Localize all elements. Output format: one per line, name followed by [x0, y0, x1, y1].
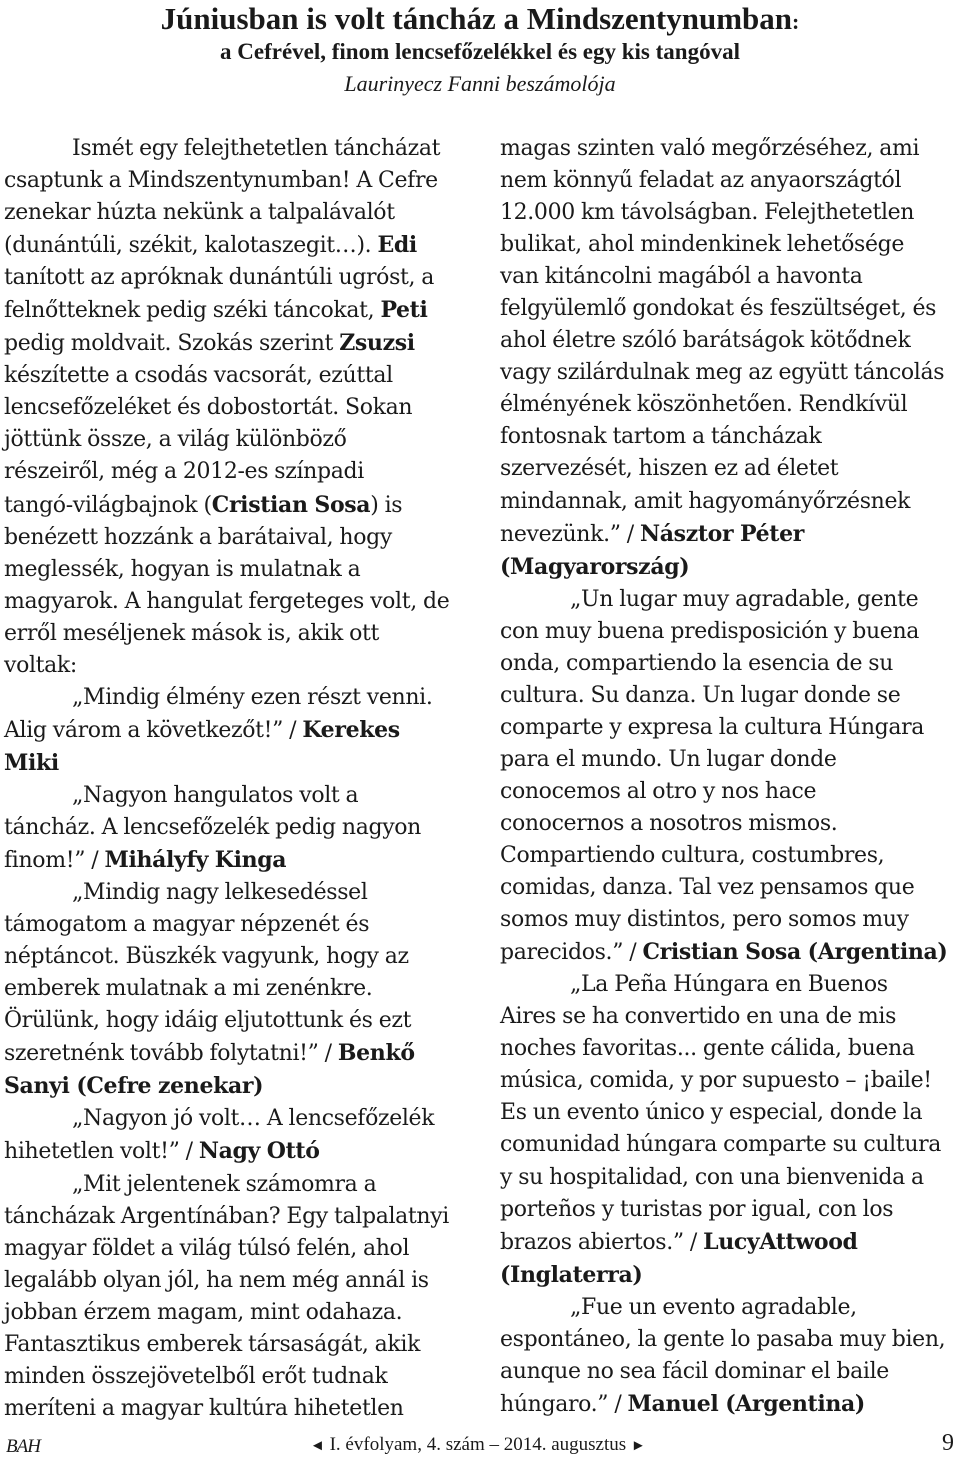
text-span: nevezünk.” /: [500, 521, 640, 547]
publication-logo: BAH: [6, 1436, 40, 1457]
text-line: [500, 551, 960, 584]
quote-line: „La Peña Húngara en Buenos: [570, 972, 888, 998]
title-colon: :: [792, 9, 800, 34]
text-line: conocernos a nosotros mismos.: [500, 810, 838, 836]
person-name: Kerekes: [302, 716, 400, 743]
person-name: Edi: [377, 232, 417, 259]
text-line: con muy buena predisposición y buena: [500, 618, 920, 644]
text-line: [500, 1259, 960, 1292]
text-line: felgyülemlő gondokat és feszültséget, és: [500, 296, 937, 322]
text-line: onda, compartiendo la esencia de su: [500, 650, 894, 676]
text-line: zenekar húzta nekünk a talpalávalót: [4, 200, 395, 226]
text-line: emberek mulatnak a mi zenénkre.: [4, 976, 373, 1002]
person-name: Sanyi (Cefre zenekar): [4, 1073, 264, 1100]
text-line: meglessék, hogyan is mulatnak a: [4, 556, 361, 582]
text-line: lencsefőzeléket és dobostortát. Sokan: [4, 395, 413, 421]
text-line: [4, 714, 466, 747]
text-line: bulikat, ahol mindenkinek lehetősége: [500, 232, 905, 258]
text-line: espontáneo, la gente lo pasaba muy bien,: [500, 1326, 946, 1352]
page-footer: [0, 1424, 960, 1457]
text-line: [500, 518, 960, 551]
quote-line: „Nagyon hangulatos volt a: [72, 782, 359, 808]
text-line: szervezését, hiszen ez ad életet: [500, 456, 839, 482]
text-span: finom!” /: [4, 848, 105, 874]
text-span: felnőtteknek pedig széki táncokat,: [4, 298, 381, 324]
text-line: fontosnak tartom a táncházak: [500, 424, 822, 450]
text-line: Es un evento único y especial, donde la: [500, 1100, 923, 1126]
text-line: [500, 1388, 960, 1421]
text-line: comidas, danza. Tal vez pensamos que: [500, 875, 915, 901]
text-line: benézett hozzánk a barátaival, hogy: [4, 524, 392, 550]
text-line: [4, 229, 466, 262]
person-name: Cristian Sosa: [211, 491, 371, 518]
quote-line: „Un lugar muy agradable, gente: [570, 586, 919, 612]
text-line: y su hospitalidad, con una bienvenida a: [500, 1164, 924, 1190]
person-name: Nagy Ottó: [198, 1138, 320, 1165]
text-line: magyarok. A hangulat fergeteges volt, de: [4, 588, 450, 614]
text-line: [4, 327, 466, 360]
text-line: legalább olyan jól, ha nem még annál is: [4, 1267, 429, 1293]
text-line: készítette a csodás vacsorát, ezúttal: [4, 363, 393, 389]
text-line: jobban érzem magam, mint odahaza.: [4, 1299, 403, 1325]
text-line: comunidad húngara comparte su cultura: [500, 1132, 942, 1158]
text-line: erről meséljenek mások is, akik ott: [4, 620, 380, 646]
text-line: [4, 1037, 466, 1070]
text-line: [500, 936, 960, 969]
text-line: aunque no sea fácil dominar el baile: [500, 1358, 889, 1384]
text-span: ) is: [370, 492, 403, 518]
title-text: Júniusban is volt táncház a Mindszentynumban: [160, 1, 793, 36]
text-line: táncház. A lencsefőzelék pedig nagyon: [4, 814, 421, 840]
text-line: [4, 489, 466, 522]
person-name: Manuel (Argentina): [627, 1390, 865, 1417]
page-number: 9: [942, 1430, 954, 1456]
text-line: nem könnyű feladat az anyaországtól: [500, 168, 902, 194]
quote-line: „Nagyon jó volt… A lencsefőzelék: [72, 1106, 435, 1132]
text-line: [4, 1070, 466, 1103]
text-line: porteños y turistas por igual, con los: [500, 1196, 894, 1222]
person-name: Zsuzsi: [339, 330, 415, 357]
text-line: részeiről, még a 2012-es színpadi: [4, 459, 364, 485]
text-line: conocemos al otro y nos hace: [500, 778, 817, 804]
text-line: néptáncot. Büszkék vagyunk, hogy az: [4, 944, 409, 970]
text-line: ahol életre szóló barátságok kötődnek: [500, 328, 911, 354]
text-line: vagy szilárdulnak meg az együtt táncolás: [500, 360, 945, 386]
article-subtitle: a Cefrével, finom lencsefőzelékkel és egy kis tangóval: [220, 39, 740, 64]
text-line: música, comida, y por supuesto – ¡baile!: [500, 1068, 932, 1094]
text-line: para el mundo. Un lugar donde: [500, 746, 837, 772]
text-line: magas szinten való megőrzéséhez, ami: [500, 136, 920, 161]
person-name: Miki: [4, 749, 59, 776]
text-line: támogatom a magyar népzenét és: [4, 912, 370, 938]
text-line: comparte y expresa la cultura Húngara: [500, 714, 925, 740]
text-span: hihetetlen volt!” /: [4, 1139, 199, 1165]
text-line: noches favoritas... gente cálida, buena: [500, 1036, 915, 1062]
left-column: [4, 133, 466, 1425]
person-name: Benkő: [337, 1040, 415, 1067]
text-line: [4, 747, 466, 780]
text-line: mindannak, amit hagyományőrzésnek: [500, 488, 911, 514]
text-line: élményének köszönhetően. Rendkívül: [500, 392, 908, 418]
person-name: Mihályfy Kinga: [104, 847, 287, 874]
person-name: (Magyarország): [500, 553, 690, 580]
text-line: minden összejövetelből erőt tudnak: [4, 1363, 388, 1389]
text-span: (dunántúli, székit, kalotaszegit…).: [4, 233, 378, 259]
text-line: jöttünk össze, a világ különböző: [4, 427, 347, 453]
article-byline: Laurinyecz Fanni beszámolója: [344, 71, 616, 96]
text-line: van kitáncolni magából a havonta: [500, 264, 863, 290]
text-line: Compartiendo cultura, costumbres,: [500, 843, 885, 869]
text-span: brazos abiertos.” /: [500, 1229, 704, 1255]
text-span: pedig moldvait. Szokás szerint: [4, 331, 340, 357]
text-span: húngaro.” /: [500, 1391, 628, 1417]
arrow-left-icon: ◄: [310, 1438, 325, 1454]
issue-text: I. évfolyam, 4. szám – 2014. augusztus: [324, 1434, 631, 1455]
arrow-right-icon: ►: [630, 1438, 646, 1454]
text-line: [4, 1135, 466, 1168]
text-line: meríteni a magyar kultúra hihetetlen: [4, 1395, 404, 1421]
quote-line: „Fue un evento agradable,: [570, 1294, 857, 1320]
quote-line: „Mindig élmény ezen részt venni.: [72, 684, 433, 710]
person-name: Peti: [380, 297, 428, 324]
person-name: Násztor Péter: [640, 520, 804, 547]
text-span: tangó-világbajnok (: [4, 492, 212, 518]
text-line: cultura. Su danza. Un lugar donde se: [500, 682, 901, 708]
quote-line: „Mindig nagy lelkesedéssel: [72, 880, 368, 906]
right-column: [500, 133, 960, 1421]
text-line: tanított az apróknak dunántúli ugróst, a: [4, 265, 435, 291]
text-line: 12.000 km távolságban. Felejthetetlen: [500, 200, 915, 226]
person-name: (Inglaterra): [500, 1261, 643, 1288]
text-line: [4, 844, 466, 877]
text-line: [4, 294, 466, 327]
text-span: Alig várom a következőt!” /: [4, 717, 303, 743]
text-line: [500, 1226, 960, 1259]
text-line: Aires se ha convertido en una de mis: [500, 1004, 897, 1030]
issue-info: [310, 1434, 646, 1456]
person-name: LucyAttwood: [703, 1228, 858, 1255]
text-span: parecidos.” /: [500, 940, 643, 966]
text-line: Fantasztikus emberek társaságát, akik: [4, 1331, 421, 1357]
quote-line: „Mit jelentenek számomra a: [72, 1171, 377, 1197]
text-line: táncházak Argentínában? Egy talpalatnyi: [4, 1203, 449, 1229]
article-title: [0, 1, 960, 40]
text-line: voltak:: [4, 652, 77, 678]
text-line: Ismét egy felejthetetlen táncházat: [72, 136, 441, 161]
text-line: Örülünk, hogy idáig eljutottunk és ezt: [4, 1008, 412, 1034]
text-line: magyar földet a világ túlsó felén, ahol: [4, 1235, 410, 1261]
text-line: somos muy distintos, pero somos muy: [500, 907, 909, 933]
text-span: szeretnénk tovább folytatni!” /: [4, 1041, 338, 1067]
text-line: csaptunk a Mindszentynumban! A Cefre: [4, 168, 438, 194]
person-name: Cristian Sosa (Argentina): [642, 939, 948, 966]
